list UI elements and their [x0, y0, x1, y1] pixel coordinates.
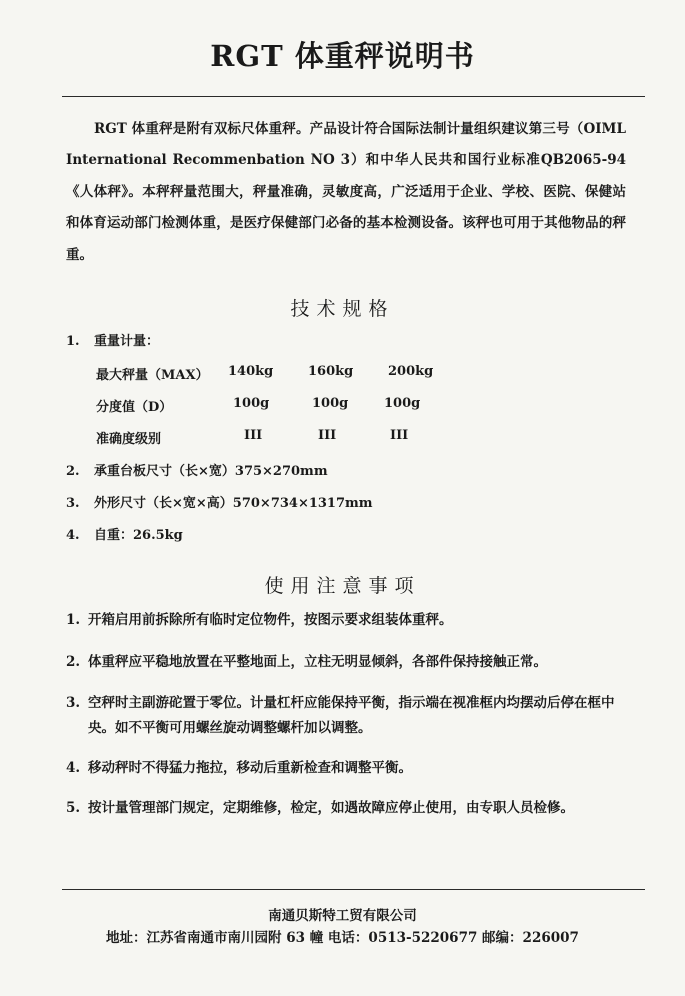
header-divider — [62, 96, 645, 97]
note-item — [66, 650, 626, 675]
spec-item-number: 3. — [66, 496, 80, 511]
note-text: 空秤时主副游砣置于零位。计量杠杆应能保持平衡，指示端在视准框内均摆动后停在框中央。如不平衡可用螺丝旋动调整螺杆加以调整。 — [88, 695, 615, 736]
note-text: 移动秤时不得猛力拖拉，移动后重新检查和调整平衡。 — [88, 760, 412, 776]
spec-item-label: 外形尺寸（长×宽×高）570×734×1317mm — [94, 496, 373, 511]
table-cell: 100g — [312, 396, 349, 411]
row-label: 分度值（D） — [96, 400, 173, 415]
spec-item-number: 2. — [66, 464, 80, 479]
intro-paragraph: RGT 体重秤是附有双标尺体重秤。产品设计符合国际法制计量组织建议第三号（OIML International Recommenbation NO 3）和中华人民共和国行业标准QB2065-94《人体秤》。本秤秤量范围大，秤量准确，灵敏度高，广泛适用于企业、学校、医院、保健站和体育运动部门检测体重，是医疗保健部门必备的基本检测设备。该秤也可用于其他物品的秤重。 — [66, 121, 626, 263]
spec-item-number: 1. — [66, 334, 80, 349]
table-cell: 100g — [384, 396, 421, 411]
table-cell: 140kg — [228, 364, 274, 379]
note-item — [66, 756, 626, 781]
spec-item-label: 自重：26.5kg — [94, 528, 183, 543]
note-text: 体重秤应平稳地放置在平整地面上，立柱无明显倾斜，各部件保持接触正常。 — [88, 654, 547, 670]
table-cell: III — [244, 428, 263, 443]
contact-address: 地址：江苏省南通市南川园附 63 幢 电话：0513-5220677 邮编：226007 — [106, 930, 579, 946]
spec-item-number: 4. — [66, 528, 80, 543]
note-number: 5. — [66, 800, 81, 816]
note-item — [66, 608, 626, 633]
intro-section — [66, 114, 626, 271]
note-item — [66, 796, 626, 821]
table-cell: III — [390, 428, 409, 443]
note-number: 4. — [66, 760, 81, 776]
company-name: 南通贝斯特工贸有限公司 — [268, 908, 417, 924]
spec-item-label: 重量计量： — [94, 334, 160, 349]
spec-item-label: 承重台板尺寸（长×宽）375×270mm — [94, 464, 328, 479]
note-number: 2. — [66, 654, 81, 670]
note-number: 3. — [66, 695, 81, 711]
notes-heading: 使用注意事项 — [264, 575, 421, 597]
table-cell: 200kg — [388, 364, 434, 379]
spec-item-self-weight — [66, 524, 183, 543]
row-label: 最大秤量（MAX） — [96, 368, 209, 383]
spec-item-weighing — [66, 330, 159, 349]
note-number: 1. — [66, 612, 81, 628]
note-text: 开箱启用前拆除所有临时定位物件，按图示要求组装体重秤。 — [88, 612, 453, 628]
spec-item-dimensions — [66, 492, 373, 511]
note-item — [66, 691, 626, 741]
table-cell: III — [318, 428, 337, 443]
table-cell: 100g — [233, 396, 270, 411]
specs-heading: 技术规格 — [290, 298, 395, 320]
document-title: RGT 体重秤说明书 — [210, 39, 475, 73]
spec-item-platform-size — [66, 460, 328, 479]
table-cell: 160kg — [308, 364, 354, 379]
row-label: 准确度级别 — [96, 432, 162, 447]
note-text: 按计量管理部门规定，定期维修，检定，如遇故障应停止使用，由专职人员检修。 — [88, 800, 574, 816]
footer-divider — [62, 889, 645, 890]
